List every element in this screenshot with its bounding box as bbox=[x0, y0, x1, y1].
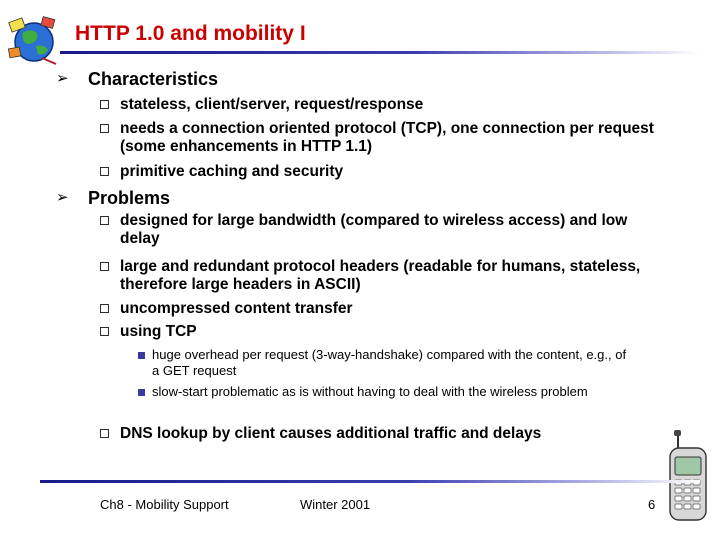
list-item: DNS lookup by client causes additional traffic and delays bbox=[120, 425, 542, 442]
section-heading: Problems bbox=[88, 188, 171, 208]
checkbox-bullet-icon bbox=[100, 124, 109, 133]
checkbox-bullet-icon bbox=[100, 327, 109, 336]
checkbox-bullet-icon bbox=[100, 216, 109, 225]
footer-divider bbox=[40, 480, 700, 483]
list-item: primitive caching and security bbox=[120, 163, 344, 180]
footer-chapter: Ch8 - Mobility Support bbox=[100, 497, 229, 512]
footer-term: Winter 2001 bbox=[300, 497, 371, 512]
checkbox-bullet-icon bbox=[100, 100, 109, 109]
mobile-phone-icon bbox=[662, 430, 712, 522]
checkbox-bullet-icon bbox=[100, 304, 109, 313]
checkbox-bullet-icon bbox=[100, 429, 109, 438]
sub-list-item: huge overhead per request (3-way-handshake) compared with the content, e.g., of a GET request bbox=[152, 347, 627, 378]
arrow-bullet-icon: ➢ bbox=[56, 70, 69, 87]
list-item: stateless, client/server, request/response bbox=[120, 96, 424, 113]
square-bullet-icon bbox=[138, 352, 145, 359]
list-item: using TCP bbox=[120, 323, 197, 340]
list-item: uncompressed content transfer bbox=[120, 300, 353, 317]
square-bullet-icon bbox=[138, 389, 145, 396]
list-item: needs a connection oriented protocol (TCP), one connection per request (some enhancements in HTTP 1.1) bbox=[120, 120, 654, 155]
page-number: 6 bbox=[648, 497, 656, 512]
list-item: designed for large bandwidth (compared to wireless access) and low delay bbox=[120, 212, 628, 247]
arrow-bullet-icon: ➢ bbox=[56, 189, 69, 206]
list-item: large and redundant protocol headers (readable for humans, stateless, therefore large headers in ASCII) bbox=[120, 258, 641, 293]
title-divider bbox=[60, 51, 700, 54]
sub-list-item: slow-start problematic as is without having to deal with the wireless problem bbox=[152, 384, 588, 399]
checkbox-bullet-icon bbox=[100, 167, 109, 176]
globe-logo-icon bbox=[6, 14, 60, 68]
section-heading: Characteristics bbox=[88, 69, 219, 89]
checkbox-bullet-icon bbox=[100, 262, 109, 271]
slide-title: HTTP 1.0 and mobility I bbox=[75, 22, 306, 45]
